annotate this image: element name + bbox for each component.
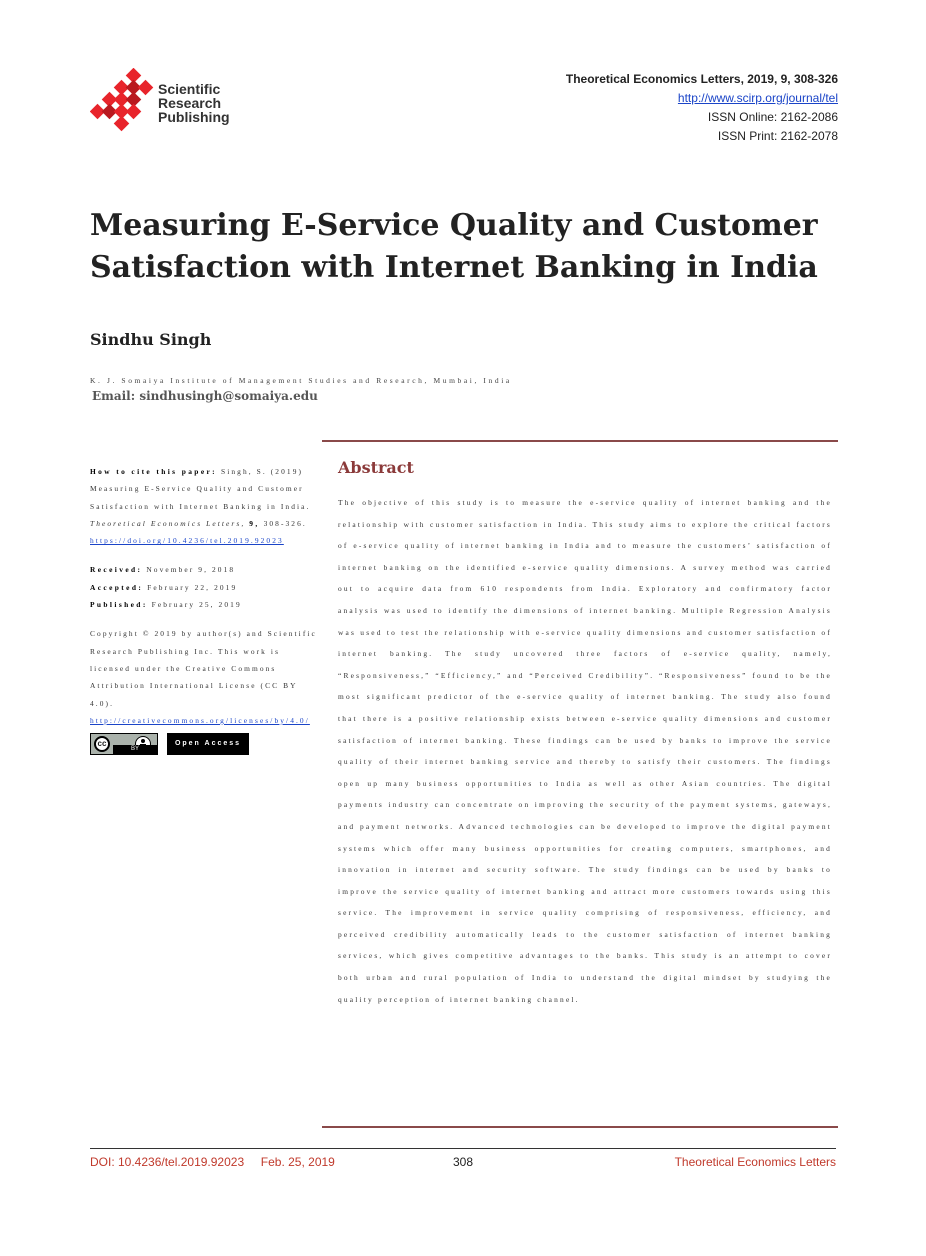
author-email: Email: sindhusingh@somaiya.edu bbox=[92, 389, 318, 403]
publisher-name-line: Scientific bbox=[158, 81, 221, 97]
abstract-heading: Abstract bbox=[338, 458, 414, 477]
copyright-text: Copyright © 2019 by author(s) and Scientific Research Publishing Inc. This work is licensed under the Creative Commons Attribution International License (CC BY 4.0). bbox=[90, 629, 317, 708]
cc-icon: cc bbox=[94, 736, 110, 752]
footer-journal-name: Theoretical Economics Letters bbox=[674, 1155, 836, 1169]
publisher-logo bbox=[90, 68, 240, 138]
published-date: February 25, 2019 bbox=[151, 600, 242, 610]
issn-online: ISSN Online: 2162-2086 bbox=[707, 110, 838, 124]
license-badges bbox=[90, 733, 250, 757]
author-name: Sindhu Singh bbox=[90, 330, 212, 349]
citation-sidebar bbox=[90, 463, 318, 729]
publisher-name bbox=[158, 82, 230, 124]
cite-doi-link[interactable]: https://doi.org/10.4236/tel.2019.92023 bbox=[90, 536, 284, 546]
author-affiliation: K. J. Somaiya Institute of Management Studies and Research, Mumbai, India bbox=[90, 376, 512, 385]
footer-page-number: 308 bbox=[453, 1155, 474, 1169]
cite-pages: 308-326. bbox=[263, 518, 307, 528]
issn-print: ISSN Print: 2162-2078 bbox=[717, 129, 838, 143]
journal-meta bbox=[566, 70, 838, 146]
footer-doi-date: DOI: 10.4236/tel.2019.92023 Feb. 25, 2019 bbox=[90, 1155, 335, 1169]
footer-rule bbox=[90, 1148, 836, 1149]
received-date: November 9, 2018 bbox=[146, 565, 236, 575]
cite-journal: Theoretical Economics Letters, bbox=[90, 518, 246, 528]
published-label: Published: bbox=[90, 600, 148, 610]
received-label: Received: bbox=[90, 565, 143, 575]
cite-label: How to cite this paper: bbox=[90, 467, 218, 476]
abstract-body: The objective of this study is to measure the e-service quality of internet banking and the relationship with customer satisfaction in India. This study aims to explore the critical factors of e-service quality of internet banking in India and to measure the customers’ satisfaction of internet banking on the identified e-service quality dimensions. A survey method was carried out to acquire data from 610 respondents from India. Exploratory and confirmatory factor analysis was used to identify the dimensions of internet banking. Multiple Regression Analysis was used to test the relationship with e-service quality dimensions and customer satisfaction of internet banking. The study uncovered three factors of e-service quality, namely, “Responsiveness,” “Efficiency,” and “Perceived Credibility”. “Responsiveness” found to be the most significant predictor of the e-service quality of internet banking. The study also found that there is a positive relationship exists between e-service quality dimensions and customer satisfaction of internet banking. These findings can be used by banks to improve the service quality of their internet banking service and thereby to satisfy their customers. The findings open up many business opportunities to India as well as other Asian countries. The digital payments industry can concentrate on improving the security of the payment systems, gateways, and payment networks. Advanced technologies can be developed to improve the digital payment systems which offer many business opportunities for creating computers, smartphones, and innovation in internet and security software. The study findings can be used by banks to improve the service quality of internet banking and attract more customers towards using this service. The improvement in service quality comprising of responsiveness, efficiency, and perceived credibility automatically leads to the customer satisfaction of internet banking services, which gives competitive advantages to the banks. This study is an attempt to cover both urban and rural population of India to understand the digital mindset by studying the quality perception of internet banking channel. bbox=[338, 498, 832, 1004]
cite-text: Singh, S. (2019) Measuring E-Service Quality and Customer Satisfaction with Internet Banking in India. bbox=[90, 467, 311, 511]
abstract-top-rule bbox=[322, 440, 838, 442]
publisher-name-line: Research bbox=[158, 95, 222, 111]
journal-url-link[interactable]: http://www.scirp.org/journal/tel bbox=[677, 91, 838, 105]
cite-volume: 9, bbox=[249, 518, 260, 528]
cc-by-badge[interactable] bbox=[90, 733, 158, 755]
open-access-badge[interactable]: Open Access bbox=[167, 733, 249, 755]
article-title: Measuring E-Service Quality and Customer Satisfaction with Internet Banking in India bbox=[90, 208, 818, 285]
accepted-date: February 22, 2019 bbox=[147, 582, 238, 592]
publisher-name-line: Publishing bbox=[158, 109, 230, 125]
diamond-grid-logo-icon bbox=[90, 68, 154, 138]
abstract-bottom-rule bbox=[322, 1126, 838, 1128]
accepted-label: Accepted: bbox=[90, 582, 144, 592]
journal-citation: Theoretical Economics Letters, 2019, 9, 308-326 bbox=[565, 72, 838, 86]
license-link[interactable]: http://creativecommons.org/licenses/by/4.0/ bbox=[90, 715, 310, 725]
by-label: BY bbox=[113, 745, 157, 754]
